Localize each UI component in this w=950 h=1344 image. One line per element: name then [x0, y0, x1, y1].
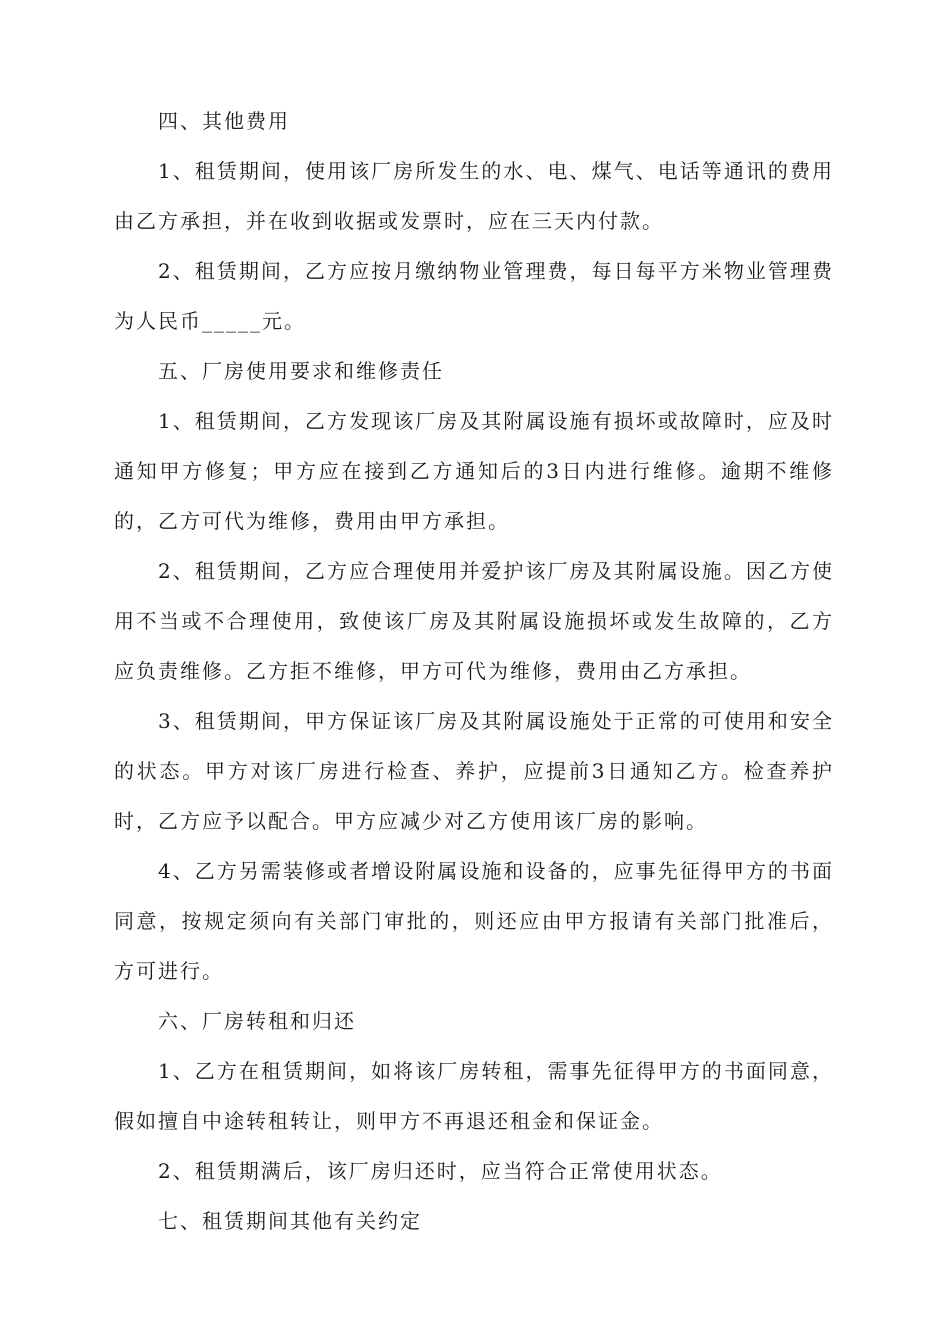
section-heading-usage-maintenance: 五、厂房使用要求和维修责任	[158, 359, 444, 383]
paragraph-return: 2、租赁期满后，该厂房归还时，应当符合正常使用状态。	[158, 1159, 723, 1183]
section-heading-other-fees: 四、其他费用	[158, 109, 290, 133]
section-heading-sublease-return: 六、厂房转租和归还	[158, 1009, 356, 1033]
section-heading-other-agreements: 七、租赁期间其他有关约定	[158, 1209, 422, 1233]
paragraph-proper-use: 2、租赁期间，乙方应合理使用并爱护该厂房及其附属设施。因乙方使用不当或不合理使用，致使该厂房及其附属设施损坏或发生故障的，乙方应负责维修。乙方拒不维修，甲方可代为维修，费用由乙方承担。	[114, 559, 834, 683]
paragraph-sublease: 1、乙方在租赁期间，如将该厂房转租，需事先征得甲方的书面同意，假如擅自中途转租转让，则甲方不再退还租金和保证金。	[114, 1059, 834, 1133]
paragraph-utilities: 1、租赁期间，使用该厂房所发生的水、电、煤气、电话等通讯的费用由乙方承担，并在收到收据或发票时，应在三天内付款。	[114, 159, 834, 233]
paragraph-property-fee: 2、租赁期间，乙方应按月缴纳物业管理费，每日每平方米物业管理费为人民币_____元。	[114, 259, 834, 333]
paragraph-safety-inspection: 3、租赁期间，甲方保证该厂房及其附属设施处于正常的可使用和安全的状态。甲方对该厂房进行检查、养护，应提前3日通知乙方。检查养护时，乙方应予以配合。甲方应减少对乙方使用该厂房的影响。	[114, 709, 834, 833]
document-body	[114, 96, 834, 1246]
paragraph-renovation: 4、乙方另需装修或者增设附属设施和设备的，应事先征得甲方的书面同意，按规定须向有关部门审批的，则还应由甲方报请有关部门批准后，方可进行。	[114, 859, 834, 983]
paragraph-repair-notice: 1、租赁期间，乙方发现该厂房及其附属设施有损坏或故障时，应及时通知甲方修复；甲方应在接到乙方通知后的3日内进行维修。逾期不维修的，乙方可代为维修，费用由甲方承担。	[114, 409, 834, 533]
